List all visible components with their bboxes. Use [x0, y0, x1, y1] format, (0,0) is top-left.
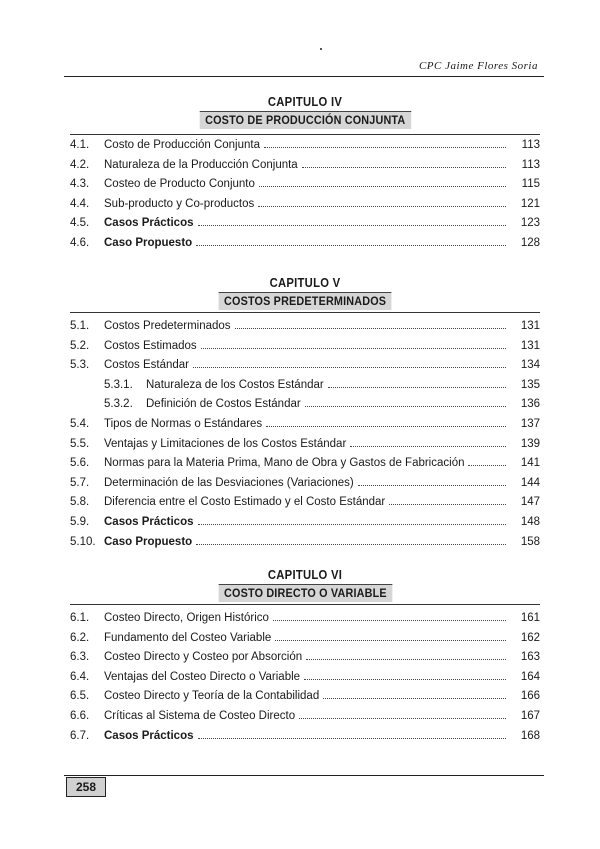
toc-entry-number: 4.4.	[70, 197, 90, 210]
toc-entry	[70, 431, 540, 450]
toc-entry-number: 4.5.	[70, 217, 90, 230]
dot-leader	[196, 544, 506, 545]
dot-leader	[328, 387, 506, 388]
toc-entry	[70, 683, 540, 702]
toc-entry-label: Fundamento del Costeo Variable	[104, 631, 272, 644]
toc-entry-number: 5.3.2.	[104, 398, 133, 411]
toc-entry-label: Costos Estándar	[104, 359, 190, 372]
toc-entry	[70, 723, 540, 742]
dot-leader	[264, 147, 506, 148]
toc-entry-number: 5.7.	[70, 476, 90, 489]
dot-leader	[235, 328, 506, 329]
toc-entry-label: Caso Propuesto	[104, 535, 193, 548]
chapter-subtitle: COSTOS PREDETERMINADOS	[219, 292, 392, 310]
toc-entry-label: Naturaleza de los Costos Estándar	[146, 378, 324, 391]
toc-entry-label: Determinación de las Desviaciones (Variaciones)	[104, 476, 354, 489]
chapter-6	[70, 568, 540, 742]
toc-entry	[70, 132, 540, 151]
dot-leader	[302, 167, 506, 168]
toc-entry	[70, 313, 540, 332]
toc-entry-page: 162	[520, 631, 540, 644]
toc-entry-page: 166	[520, 690, 540, 703]
chapter-title: CAPITULO VI	[267, 568, 343, 582]
dot-leader	[350, 446, 506, 447]
toc-entry-page: 158	[520, 535, 540, 548]
dot-leader	[273, 620, 506, 621]
toc-entry-page: 168	[520, 729, 540, 742]
toc-entry-page: 141	[520, 457, 540, 470]
toc-entry-label: Definición de Costos Estándar	[146, 398, 301, 411]
toc-entry	[70, 529, 540, 548]
toc-entry-page: 115	[521, 178, 540, 191]
toc-entry-number: 5.5.	[70, 437, 90, 450]
toc-entry	[70, 605, 540, 624]
toc-entry-label: Costos Predeterminados	[104, 320, 231, 332]
footer-rule	[64, 775, 544, 776]
toc-entry	[70, 171, 540, 190]
toc-entry-page: 167	[520, 710, 540, 722]
toc-entry-label: Ventajas y Limitaciones de los Costos Estándar	[104, 437, 347, 450]
toc-entry-label: Costeo de Producto Conjunto	[104, 178, 255, 191]
toc-entry-page: 163	[520, 651, 540, 664]
toc-entry	[70, 372, 540, 391]
toc-entry-page: 144	[520, 476, 540, 489]
toc-entry-label: Casos Prácticos	[104, 217, 194, 230]
toc-entry-page: 121	[520, 197, 540, 210]
dot-leader	[275, 640, 506, 641]
toc-entry	[70, 210, 540, 229]
toc-entry-page: 113	[521, 139, 540, 151]
toc-entry-page: 128	[520, 237, 540, 249]
dot-leader	[468, 465, 506, 466]
toc-entry-number: 4.2.	[70, 158, 90, 171]
chapter-5	[70, 276, 540, 548]
toc-entry-page: 131	[520, 320, 540, 332]
toc-entry-number: 4.1.	[70, 139, 90, 151]
toc-entry	[70, 703, 540, 722]
toc-entry-label: Casos Prácticos	[104, 516, 194, 528]
dot-leader	[198, 225, 507, 226]
scan-speck	[320, 48, 322, 50]
toc-entry	[70, 450, 540, 469]
toc-entry-number: 4.3.	[70, 178, 90, 191]
dot-leader	[306, 659, 506, 660]
dot-leader	[193, 367, 506, 368]
toc-entry-page: 135	[520, 378, 540, 391]
dot-leader	[305, 406, 506, 407]
toc-entry	[70, 470, 540, 489]
dot-leader	[196, 245, 506, 246]
toc-entry-label: Casos Prácticos	[104, 729, 194, 742]
running-header-author: CPC Jaime Flores Soria	[418, 60, 538, 72]
toc-entry	[70, 664, 540, 683]
toc-entry-number: 6.4.	[70, 670, 90, 683]
toc-entry-number: 5.2.	[70, 339, 90, 352]
toc-entry-label: Costos Estimados	[104, 339, 197, 352]
toc-entry-page: 137	[520, 418, 540, 430]
dot-leader	[198, 524, 507, 525]
toc-entry-page: 134	[520, 359, 540, 372]
dot-leader	[323, 698, 506, 699]
dot-leader	[198, 738, 507, 739]
toc-entry-label: Tipos de Normas o Estándares	[104, 418, 263, 430]
toc-entry-number: 5.8.	[70, 496, 90, 509]
toc-entry-page: 131	[520, 339, 540, 352]
toc-entry-number: 6.2.	[70, 631, 90, 644]
dot-leader	[299, 718, 506, 719]
toc-entry-page: 136	[520, 398, 540, 411]
toc-entry-label: Caso Propuesto	[104, 237, 193, 249]
toc-entry-label: Naturaleza de la Producción Conjunta	[104, 158, 298, 171]
toc-entry-page: 148	[520, 516, 540, 528]
toc-entry-number: 6.6.	[70, 710, 90, 722]
toc-entry	[70, 644, 540, 663]
toc-entry-number: 6.7.	[70, 729, 90, 742]
toc-entry-label: Diferencia entre el Costo Estimado y el Costo Estándar	[104, 496, 386, 509]
dot-leader	[259, 186, 506, 187]
toc-entry	[70, 489, 540, 508]
header-rule	[64, 76, 544, 77]
toc-entry-page: 123	[520, 217, 540, 230]
dot-leader	[201, 348, 506, 349]
chapter-subtitle: COSTO DE PRODUCCIÓN CONJUNTA	[199, 111, 410, 129]
toc-entry-number: 5.1.	[70, 320, 90, 332]
toc-entry-number: 6.3.	[70, 651, 90, 664]
page-number: 258	[66, 777, 106, 797]
toc-entry-label: Ventajas del Costeo Directo o Variable	[104, 670, 301, 683]
toc-entry-label: Críticas al Sistema de Costeo Directo	[104, 710, 296, 722]
toc-entry-number: 5.3.1.	[104, 378, 133, 391]
toc-entry-page: 113	[521, 158, 540, 171]
toc-entry	[70, 230, 540, 249]
toc-entry	[70, 509, 540, 528]
toc-entry	[70, 333, 540, 352]
toc-entry-label: Sub-producto y Co-productos	[104, 197, 255, 210]
toc-entry-label: Costeo Directo, Origen Histórico	[104, 612, 269, 624]
toc-entry-number: 5.6.	[70, 457, 90, 470]
chapter-subtitle: COSTO DIRECTO O VARIABLE	[218, 584, 392, 602]
toc-entry	[70, 411, 540, 430]
toc-entry-page: 147	[520, 496, 540, 509]
toc-entry-number: 5.4.	[70, 418, 90, 430]
toc-entry-number: 5.9.	[70, 516, 90, 528]
toc-entry-number: 6.5.	[70, 690, 90, 703]
toc-entry	[70, 625, 540, 644]
toc-entry-page: 161	[520, 612, 540, 624]
toc-entry	[70, 352, 540, 371]
chapter-4	[70, 95, 540, 249]
chapter-title: CAPITULO IV	[267, 95, 343, 109]
dot-leader	[258, 206, 506, 207]
toc-entry	[70, 191, 540, 210]
dot-leader	[358, 485, 506, 486]
toc-entry-page: 139	[520, 437, 540, 450]
dot-leader	[304, 679, 506, 680]
toc-entry-number: 4.6.	[70, 237, 90, 249]
dot-leader	[266, 426, 506, 427]
toc-entry-number: 5.3.	[70, 359, 90, 372]
toc-entry-label: Normas para la Materia Prima, Mano de Obra y Gastos de Fabricación	[104, 457, 465, 470]
chapter-title: CAPITULO V	[269, 276, 341, 290]
toc-entry-label: Costeo Directo y Teoría de la Contabilidad	[104, 690, 320, 703]
toc-entry-number: 6.1.	[70, 612, 90, 624]
toc-entry	[70, 152, 540, 171]
toc-entry-label: Costo de Producción Conjunta	[104, 139, 260, 151]
toc-entry-label: Costeo Directo y Costeo por Absorción	[104, 651, 303, 664]
toc-entry-page: 164	[520, 670, 540, 683]
dot-leader	[389, 504, 506, 505]
toc-entry-number: 5.10.	[70, 535, 96, 548]
toc-entry	[70, 391, 540, 410]
